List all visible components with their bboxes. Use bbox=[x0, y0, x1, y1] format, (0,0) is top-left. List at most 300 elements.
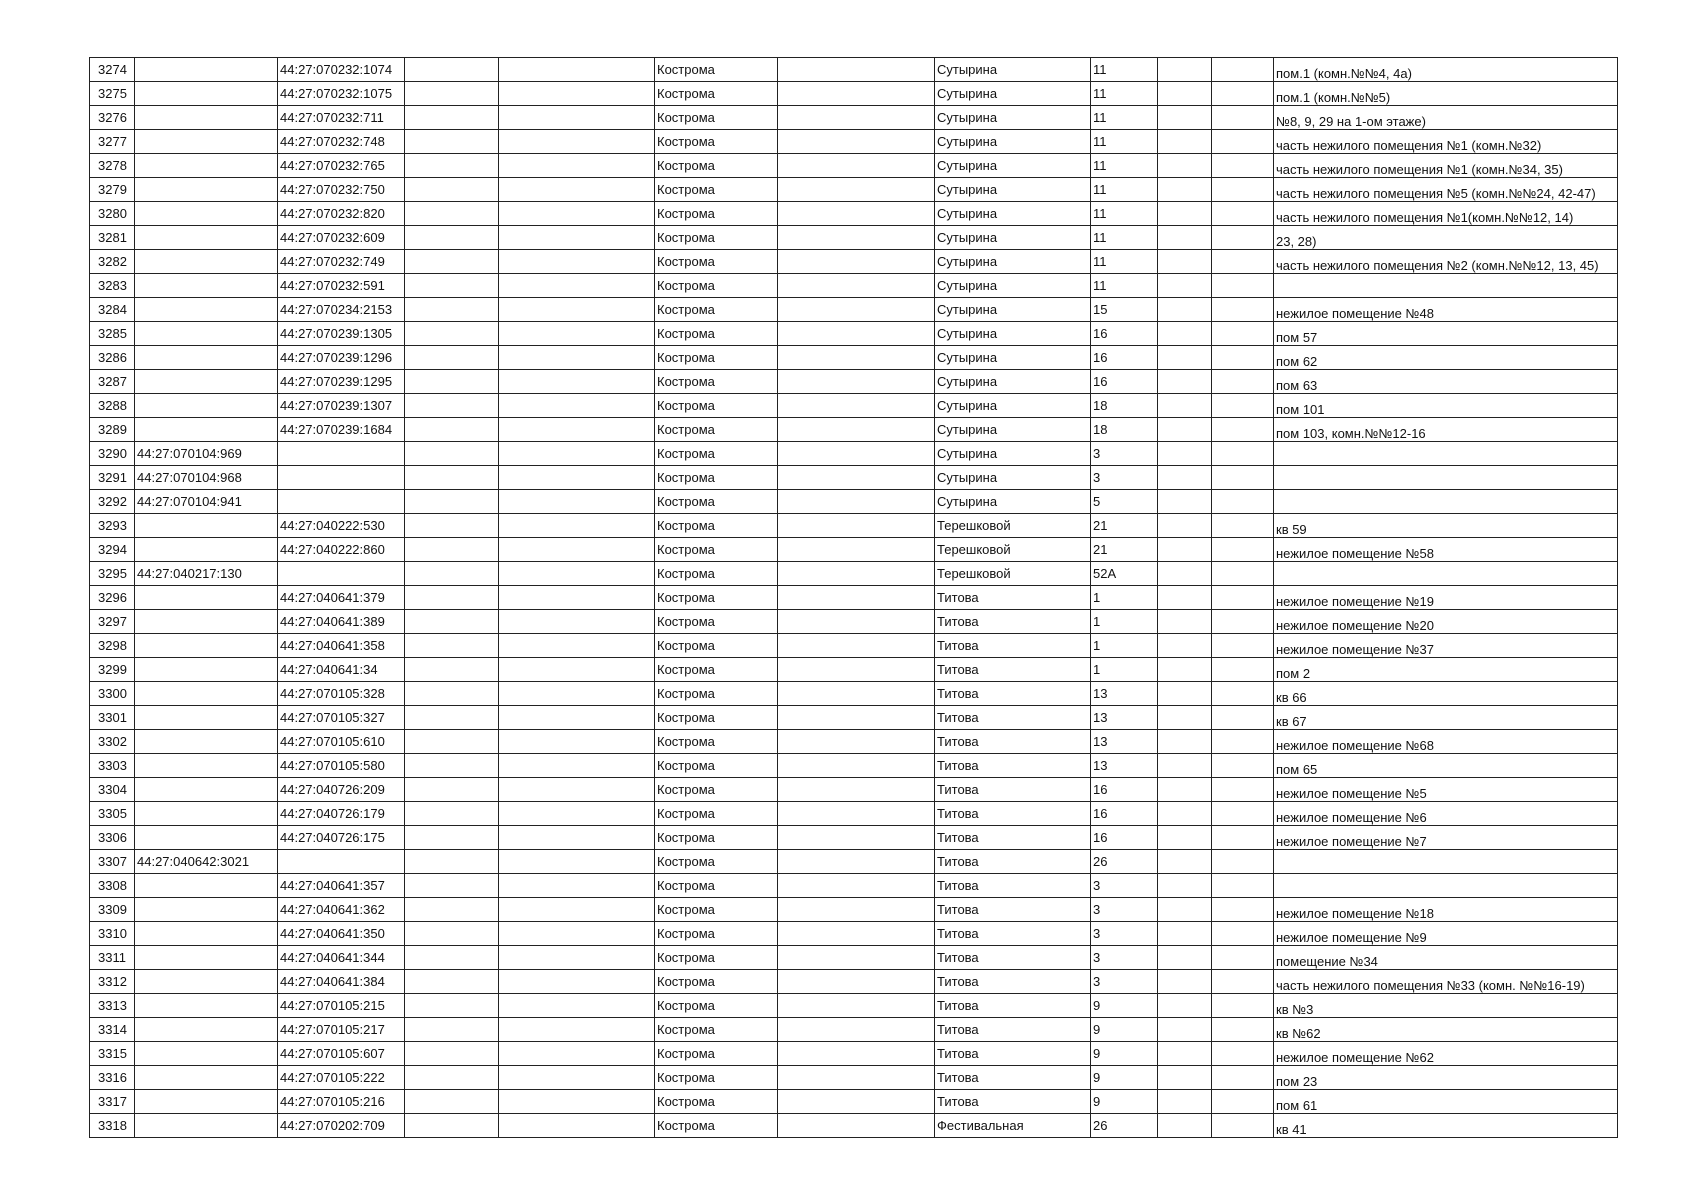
cell-premises: часть нежилого помещения №1 (комн.№34, 35) bbox=[1274, 154, 1618, 178]
table-row bbox=[90, 466, 1618, 490]
cell-cadastral-land: 44:27:070104:941 bbox=[135, 490, 278, 514]
cell-cadastral-land bbox=[135, 994, 278, 1018]
cell-number: 3286 bbox=[90, 346, 135, 370]
cell-number: 3310 bbox=[90, 922, 135, 946]
cell-cadastral-land bbox=[135, 202, 278, 226]
cell-cadastral-object: 44:27:070239:1305 bbox=[278, 322, 405, 346]
cell-empty bbox=[1158, 466, 1212, 490]
cell-house: 21 bbox=[1091, 514, 1158, 538]
cell-empty bbox=[778, 1042, 935, 1066]
cell-cadastral-land bbox=[135, 922, 278, 946]
cell-empty bbox=[778, 250, 935, 274]
cell-empty bbox=[778, 802, 935, 826]
cell-empty bbox=[499, 898, 655, 922]
cell-empty bbox=[405, 106, 499, 130]
cell-cadastral-land bbox=[135, 370, 278, 394]
cell-house: 16 bbox=[1091, 778, 1158, 802]
cell-city: Кострома bbox=[655, 778, 778, 802]
cell-premises: нежилое помещение №5 bbox=[1274, 778, 1618, 802]
cell-street: Сутырина bbox=[935, 346, 1091, 370]
cell-number: 3293 bbox=[90, 514, 135, 538]
cell-empty bbox=[778, 538, 935, 562]
cell-city: Кострома bbox=[655, 1018, 778, 1042]
cell-empty bbox=[1158, 106, 1212, 130]
cell-cadastral-object bbox=[278, 850, 405, 874]
cell-house: 1 bbox=[1091, 586, 1158, 610]
cell-empty bbox=[405, 850, 499, 874]
cell-number: 3298 bbox=[90, 634, 135, 658]
cell-empty bbox=[1158, 298, 1212, 322]
cell-number: 3291 bbox=[90, 466, 135, 490]
cell-house: 16 bbox=[1091, 346, 1158, 370]
cell-street: Титова bbox=[935, 1066, 1091, 1090]
cell-empty bbox=[1212, 1018, 1274, 1042]
cell-cadastral-land bbox=[135, 418, 278, 442]
cell-house: 18 bbox=[1091, 418, 1158, 442]
table-row bbox=[90, 922, 1618, 946]
table-row bbox=[90, 394, 1618, 418]
cell-cadastral-land bbox=[135, 106, 278, 130]
cell-house: 52А bbox=[1091, 562, 1158, 586]
cell-premises: пом 57 bbox=[1274, 322, 1618, 346]
cell-empty bbox=[778, 658, 935, 682]
cell-cadastral-land bbox=[135, 634, 278, 658]
cell-cadastral-land bbox=[135, 778, 278, 802]
cell-city: Кострома bbox=[655, 250, 778, 274]
cell-premises bbox=[1274, 274, 1618, 298]
cell-empty bbox=[1212, 634, 1274, 658]
cell-street: Титова bbox=[935, 1018, 1091, 1042]
cell-empty bbox=[778, 1018, 935, 1042]
cell-empty bbox=[1212, 514, 1274, 538]
cell-number: 3314 bbox=[90, 1018, 135, 1042]
cell-city: Кострома bbox=[655, 922, 778, 946]
cell-empty bbox=[405, 274, 499, 298]
cell-empty bbox=[499, 82, 655, 106]
table-row bbox=[90, 346, 1618, 370]
cell-empty bbox=[778, 154, 935, 178]
cell-empty bbox=[405, 1066, 499, 1090]
cell-premises: пом 62 bbox=[1274, 346, 1618, 370]
cell-empty bbox=[1158, 322, 1212, 346]
cell-empty bbox=[499, 202, 655, 226]
cell-premises: кв 66 bbox=[1274, 682, 1618, 706]
cell-empty bbox=[1212, 130, 1274, 154]
cell-cadastral-land bbox=[135, 154, 278, 178]
cell-cadastral-object: 44:27:070232:765 bbox=[278, 154, 405, 178]
cell-cadastral-land: 44:27:040217:130 bbox=[135, 562, 278, 586]
cell-empty bbox=[499, 1066, 655, 1090]
cell-empty bbox=[499, 922, 655, 946]
cell-empty bbox=[1212, 754, 1274, 778]
cell-house: 9 bbox=[1091, 1090, 1158, 1114]
cell-empty bbox=[499, 970, 655, 994]
table-row bbox=[90, 994, 1618, 1018]
cell-premises bbox=[1274, 562, 1618, 586]
cell-empty bbox=[499, 682, 655, 706]
cell-street: Сутырина bbox=[935, 178, 1091, 202]
cell-empty bbox=[1212, 346, 1274, 370]
cell-cadastral-object: 44:27:040641:358 bbox=[278, 634, 405, 658]
cell-number: 3287 bbox=[90, 370, 135, 394]
cell-street: Терешковой bbox=[935, 538, 1091, 562]
cell-empty bbox=[1158, 154, 1212, 178]
cell-house: 3 bbox=[1091, 466, 1158, 490]
cell-empty bbox=[1212, 994, 1274, 1018]
cell-street: Сутырина bbox=[935, 442, 1091, 466]
cell-number: 3285 bbox=[90, 322, 135, 346]
cell-cadastral-object: 44:27:070232:749 bbox=[278, 250, 405, 274]
cell-empty bbox=[499, 730, 655, 754]
cell-empty bbox=[778, 346, 935, 370]
cell-house: 11 bbox=[1091, 202, 1158, 226]
cell-house: 16 bbox=[1091, 322, 1158, 346]
cell-city: Кострома bbox=[655, 1066, 778, 1090]
cell-house: 3 bbox=[1091, 970, 1158, 994]
cell-empty bbox=[1158, 178, 1212, 202]
cell-city: Кострома bbox=[655, 586, 778, 610]
cell-number: 3295 bbox=[90, 562, 135, 586]
cell-house: 15 bbox=[1091, 298, 1158, 322]
cell-cadastral-land bbox=[135, 322, 278, 346]
cell-empty bbox=[778, 322, 935, 346]
cell-empty bbox=[1212, 154, 1274, 178]
cell-empty bbox=[405, 538, 499, 562]
cell-empty bbox=[499, 634, 655, 658]
cell-empty bbox=[405, 130, 499, 154]
table-row bbox=[90, 730, 1618, 754]
cell-premises: пом 61 bbox=[1274, 1090, 1618, 1114]
cell-number: 3305 bbox=[90, 802, 135, 826]
cell-empty bbox=[1158, 1114, 1212, 1138]
cell-empty bbox=[778, 706, 935, 730]
cell-street: Титова bbox=[935, 730, 1091, 754]
cell-street: Сутырина bbox=[935, 202, 1091, 226]
cell-empty bbox=[1158, 562, 1212, 586]
cell-empty bbox=[405, 418, 499, 442]
cell-premises: нежилое помещение №68 bbox=[1274, 730, 1618, 754]
cell-cadastral-land bbox=[135, 226, 278, 250]
table-row bbox=[90, 58, 1618, 82]
cell-cadastral-object: 44:27:040641:384 bbox=[278, 970, 405, 994]
table-row bbox=[90, 490, 1618, 514]
cell-empty bbox=[1212, 538, 1274, 562]
table-body bbox=[90, 58, 1618, 1138]
table-row bbox=[90, 586, 1618, 610]
cell-empty bbox=[778, 394, 935, 418]
cell-empty bbox=[778, 946, 935, 970]
cell-city: Кострома bbox=[655, 634, 778, 658]
cell-city: Кострома bbox=[655, 946, 778, 970]
cell-premises: №8, 9, 29 на 1-ом этаже) bbox=[1274, 106, 1618, 130]
cell-city: Кострома bbox=[655, 658, 778, 682]
cell-empty bbox=[405, 610, 499, 634]
cell-city: Кострома bbox=[655, 754, 778, 778]
table-row bbox=[90, 802, 1618, 826]
cell-house: 13 bbox=[1091, 730, 1158, 754]
cell-number: 3278 bbox=[90, 154, 135, 178]
cell-city: Кострома bbox=[655, 706, 778, 730]
cell-empty bbox=[405, 562, 499, 586]
cell-empty bbox=[405, 946, 499, 970]
cell-cadastral-object: 44:27:040641:34 bbox=[278, 658, 405, 682]
cell-empty bbox=[499, 466, 655, 490]
cell-premises: пом 63 bbox=[1274, 370, 1618, 394]
cell-empty bbox=[1158, 538, 1212, 562]
cell-premises: пом.1 (комн.№№4, 4а) bbox=[1274, 58, 1618, 82]
cell-empty bbox=[499, 586, 655, 610]
cell-cadastral-land bbox=[135, 658, 278, 682]
cell-house: 11 bbox=[1091, 82, 1158, 106]
cell-city: Кострома bbox=[655, 874, 778, 898]
cell-number: 3315 bbox=[90, 1042, 135, 1066]
cell-city: Кострома bbox=[655, 442, 778, 466]
cell-number: 3316 bbox=[90, 1066, 135, 1090]
cell-cadastral-object: 44:27:070105:222 bbox=[278, 1066, 405, 1090]
cell-premises bbox=[1274, 442, 1618, 466]
cell-house: 26 bbox=[1091, 1114, 1158, 1138]
table-row bbox=[90, 178, 1618, 202]
cell-street: Сутырина bbox=[935, 154, 1091, 178]
cell-premises: кв №3 bbox=[1274, 994, 1618, 1018]
cell-empty bbox=[405, 730, 499, 754]
table-row bbox=[90, 1066, 1618, 1090]
table-row bbox=[90, 106, 1618, 130]
cell-empty bbox=[405, 514, 499, 538]
cell-cadastral-land bbox=[135, 826, 278, 850]
cell-empty bbox=[1158, 442, 1212, 466]
cell-house: 3 bbox=[1091, 922, 1158, 946]
cell-cadastral-object: 44:27:040726:179 bbox=[278, 802, 405, 826]
cell-number: 3290 bbox=[90, 442, 135, 466]
cell-number: 3308 bbox=[90, 874, 135, 898]
cell-empty bbox=[499, 658, 655, 682]
cell-empty bbox=[778, 850, 935, 874]
cell-empty bbox=[499, 538, 655, 562]
cell-empty bbox=[1212, 322, 1274, 346]
cell-cadastral-object: 44:27:070234:2153 bbox=[278, 298, 405, 322]
cell-empty bbox=[1158, 346, 1212, 370]
cell-empty bbox=[1158, 898, 1212, 922]
cell-cadastral-object: 44:27:070105:215 bbox=[278, 994, 405, 1018]
cell-empty bbox=[1158, 418, 1212, 442]
cell-city: Кострома bbox=[655, 538, 778, 562]
table-row bbox=[90, 826, 1618, 850]
cell-city: Кострома bbox=[655, 970, 778, 994]
cell-empty bbox=[778, 226, 935, 250]
cell-number: 3281 bbox=[90, 226, 135, 250]
cell-empty bbox=[405, 922, 499, 946]
cell-city: Кострома bbox=[655, 322, 778, 346]
cell-city: Кострома bbox=[655, 298, 778, 322]
cell-cadastral-object: 44:27:070105:607 bbox=[278, 1042, 405, 1066]
cell-cadastral-land: 44:27:070104:969 bbox=[135, 442, 278, 466]
cell-street: Титова bbox=[935, 610, 1091, 634]
table-row bbox=[90, 610, 1618, 634]
cell-city: Кострома bbox=[655, 898, 778, 922]
cell-premises: часть нежилого помещения №1(комн.№№12, 14) bbox=[1274, 202, 1618, 226]
cell-empty bbox=[1212, 610, 1274, 634]
cell-empty bbox=[1158, 82, 1212, 106]
cell-cadastral-object: 44:27:070239:1684 bbox=[278, 418, 405, 442]
cell-empty bbox=[778, 778, 935, 802]
cell-empty bbox=[405, 298, 499, 322]
cell-cadastral-land bbox=[135, 1090, 278, 1114]
cell-city: Кострома bbox=[655, 490, 778, 514]
cell-cadastral-object: 44:27:070232:1075 bbox=[278, 82, 405, 106]
table-row bbox=[90, 418, 1618, 442]
cell-cadastral-land bbox=[135, 754, 278, 778]
cell-premises bbox=[1274, 466, 1618, 490]
cell-street: Сутырина bbox=[935, 370, 1091, 394]
cell-cadastral-land bbox=[135, 1018, 278, 1042]
cell-empty bbox=[1212, 250, 1274, 274]
cell-empty bbox=[778, 298, 935, 322]
cell-city: Кострома bbox=[655, 370, 778, 394]
cell-house: 11 bbox=[1091, 274, 1158, 298]
cell-number: 3297 bbox=[90, 610, 135, 634]
cell-city: Кострома bbox=[655, 466, 778, 490]
cell-city: Кострома bbox=[655, 730, 778, 754]
cell-empty bbox=[1158, 946, 1212, 970]
cell-empty bbox=[778, 490, 935, 514]
cell-empty bbox=[1212, 970, 1274, 994]
cell-empty bbox=[405, 682, 499, 706]
cell-cadastral-object: 44:27:040641:344 bbox=[278, 946, 405, 970]
cell-empty bbox=[1212, 394, 1274, 418]
table-row bbox=[90, 946, 1618, 970]
cell-empty bbox=[405, 634, 499, 658]
cell-cadastral-object: 44:27:040726:209 bbox=[278, 778, 405, 802]
cell-empty bbox=[1158, 1090, 1212, 1114]
cell-empty bbox=[499, 1018, 655, 1042]
cell-city: Кострома bbox=[655, 1090, 778, 1114]
cell-empty bbox=[778, 58, 935, 82]
cell-empty bbox=[405, 466, 499, 490]
cell-number: 3313 bbox=[90, 994, 135, 1018]
cell-number: 3289 bbox=[90, 418, 135, 442]
cell-street: Сутырина bbox=[935, 82, 1091, 106]
cell-empty bbox=[778, 202, 935, 226]
table-row bbox=[90, 898, 1618, 922]
cell-house: 11 bbox=[1091, 130, 1158, 154]
cell-empty bbox=[1212, 1066, 1274, 1090]
cell-empty bbox=[499, 1114, 655, 1138]
cell-empty bbox=[405, 58, 499, 82]
cell-number: 3288 bbox=[90, 394, 135, 418]
cell-cadastral-object: 44:27:070232:711 bbox=[278, 106, 405, 130]
cell-empty bbox=[405, 322, 499, 346]
cell-city: Кострома bbox=[655, 682, 778, 706]
table-row bbox=[90, 634, 1618, 658]
cell-empty bbox=[405, 178, 499, 202]
cell-empty bbox=[1158, 1066, 1212, 1090]
cell-empty bbox=[499, 370, 655, 394]
cell-street: Титова bbox=[935, 970, 1091, 994]
cell-empty bbox=[1158, 682, 1212, 706]
cell-empty bbox=[1158, 514, 1212, 538]
cell-number: 3306 bbox=[90, 826, 135, 850]
cell-city: Кострома bbox=[655, 82, 778, 106]
cell-empty bbox=[405, 154, 499, 178]
cell-empty bbox=[1212, 418, 1274, 442]
cell-empty bbox=[405, 250, 499, 274]
cell-cadastral-object: 44:27:070232:1074 bbox=[278, 58, 405, 82]
cell-empty bbox=[405, 394, 499, 418]
table-row bbox=[90, 442, 1618, 466]
cell-empty bbox=[1158, 874, 1212, 898]
table-row bbox=[90, 970, 1618, 994]
cell-empty bbox=[405, 346, 499, 370]
cell-cadastral-object bbox=[278, 466, 405, 490]
cell-city: Кострома bbox=[655, 226, 778, 250]
cell-premises: нежилое помещение №18 bbox=[1274, 898, 1618, 922]
table-row bbox=[90, 562, 1618, 586]
cell-empty bbox=[1158, 658, 1212, 682]
cell-premises: нежилое помещение №19 bbox=[1274, 586, 1618, 610]
cell-premises: часть нежилого помещения №1 (комн.№32) bbox=[1274, 130, 1618, 154]
cell-empty bbox=[499, 274, 655, 298]
cell-empty bbox=[1212, 802, 1274, 826]
cell-house: 1 bbox=[1091, 610, 1158, 634]
cell-empty bbox=[499, 1042, 655, 1066]
cell-street: Сутырина bbox=[935, 322, 1091, 346]
cell-empty bbox=[778, 586, 935, 610]
cell-street: Титова bbox=[935, 802, 1091, 826]
cell-empty bbox=[499, 178, 655, 202]
cell-empty bbox=[778, 562, 935, 586]
cell-house: 11 bbox=[1091, 178, 1158, 202]
cell-street: Титова bbox=[935, 754, 1091, 778]
cell-empty bbox=[1212, 730, 1274, 754]
cell-house: 16 bbox=[1091, 370, 1158, 394]
cell-city: Кострома bbox=[655, 826, 778, 850]
cell-premises: пом.1 (комн.№№5) bbox=[1274, 82, 1618, 106]
cell-empty bbox=[1212, 1114, 1274, 1138]
cell-premises: нежилое помещение №6 bbox=[1274, 802, 1618, 826]
cell-cadastral-land: 44:27:040642:3021 bbox=[135, 850, 278, 874]
cell-number: 3284 bbox=[90, 298, 135, 322]
cell-cadastral-object: 44:27:040641:357 bbox=[278, 874, 405, 898]
cell-number: 3318 bbox=[90, 1114, 135, 1138]
cell-empty bbox=[1158, 802, 1212, 826]
table-row bbox=[90, 850, 1618, 874]
cell-number: 3280 bbox=[90, 202, 135, 226]
cell-empty bbox=[1158, 922, 1212, 946]
cell-cadastral-object bbox=[278, 562, 405, 586]
cell-street: Титова bbox=[935, 898, 1091, 922]
cell-empty bbox=[1212, 826, 1274, 850]
cell-number: 3304 bbox=[90, 778, 135, 802]
cell-empty bbox=[1158, 994, 1212, 1018]
cell-street: Сутырина bbox=[935, 250, 1091, 274]
cell-cadastral-land bbox=[135, 514, 278, 538]
cell-premises: кв №62 bbox=[1274, 1018, 1618, 1042]
cell-house: 3 bbox=[1091, 442, 1158, 466]
cell-empty bbox=[778, 754, 935, 778]
cell-empty bbox=[778, 826, 935, 850]
cell-number: 3317 bbox=[90, 1090, 135, 1114]
cell-empty bbox=[778, 466, 935, 490]
cell-empty bbox=[1158, 850, 1212, 874]
table-row bbox=[90, 1042, 1618, 1066]
table-row bbox=[90, 250, 1618, 274]
cell-premises: 23, 28) bbox=[1274, 226, 1618, 250]
cell-empty bbox=[1158, 202, 1212, 226]
cell-premises: нежилое помещение №7 bbox=[1274, 826, 1618, 850]
cell-empty bbox=[778, 370, 935, 394]
cell-empty bbox=[1212, 1042, 1274, 1066]
